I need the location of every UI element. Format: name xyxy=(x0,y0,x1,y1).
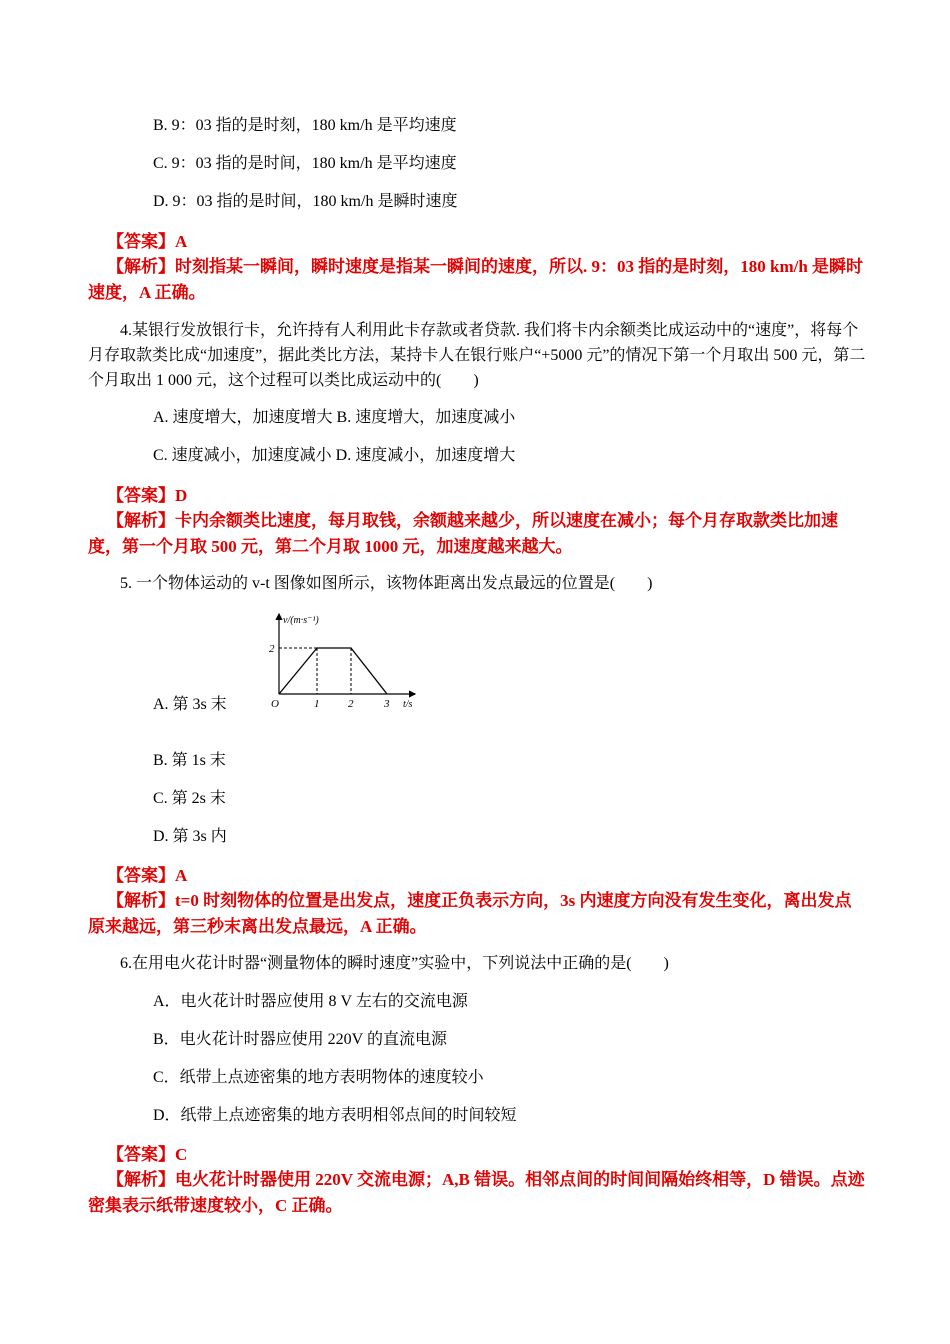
q6-answer: 【答案】C xyxy=(107,1145,188,1164)
q6-option-a: A．电火花计时器应使用 8 V 左右的交流电源 xyxy=(153,993,468,1010)
q3-option-b: B. 9：03 指的是时刻，180 km/h 是平均速度 xyxy=(153,117,457,134)
q4-answer: 【答案】D xyxy=(107,486,188,505)
q5-option-d: D. 第 3s 内 xyxy=(153,828,227,845)
q4-option-ab: A. 速度增大，加速度增大 B. 速度增大，加速度减小 xyxy=(153,409,516,426)
q6-analysis: 【解析】电火花计时器使用 220V 交流电源；A,B 错误。相邻点间的时间间隔始终相等，D 错误。点迹密集表示纸带速度较小，C 正确。 xyxy=(88,1170,865,1215)
q6-stem: 6.在用电火花计时器“测量物体的瞬时速度”实验中，下列说法中正确的是( ) xyxy=(120,955,669,972)
q4-stem: 4.某银行发放银行卡，允许持有人利用此卡存款或者贷款. 我们将卡内余额类比成运动中的“速度”，将每个月存取款类比成“加速度”，据此类比方法，某持卡人在银行账户“+5000 元”的情况下第一个月取出 500 元，第二个月取出 1 000 元，这个过程可以类比成运动中的( ) xyxy=(88,322,866,389)
q5-analysis: 【解析】t=0 时刻物体的位置是出发点，速度正负表示方向，3s 内速度方向没有发生变化，离出发点原来越远，第三秒末离出发点最远，A 正确。 xyxy=(88,891,852,936)
q5-answer: 【答案】A xyxy=(107,866,188,885)
q3-answer: 【答案】A xyxy=(107,232,188,251)
x-tick-2: 2 xyxy=(348,698,354,710)
q3-option-d: D. 9：03 指的是时间，180 km/h 是瞬时速度 xyxy=(153,193,458,210)
vt-graph xyxy=(265,608,425,713)
y-axis-label: v/(m·s⁻¹) xyxy=(283,615,319,626)
q5-stem: 5. 一个物体运动的 v-t 图像如图所示，该物体距离出发点最远的位置是( ) xyxy=(120,575,653,592)
x-tick-3: 3 xyxy=(384,698,390,710)
q3-analysis: 【解析】时刻指某一瞬间，瞬时速度是指某一瞬间的速度，所以. 9：03 指的是时刻，180 km/h 是瞬时速度，A 正确。 xyxy=(88,257,864,302)
q4-option-cd: C. 速度减小，加速度减小 D. 速度减小，加速度增大 xyxy=(153,447,516,464)
x-axis-label: t/s xyxy=(403,699,413,710)
q3-option-c: C. 9：03 指的是时间，180 km/h 是平均速度 xyxy=(153,155,457,172)
y-tick-2: 2 xyxy=(269,643,275,655)
origin-label: O xyxy=(271,698,279,710)
q6-option-d: D．纸带上点迹密集的地方表明相邻点间的时间较短 xyxy=(153,1107,517,1124)
x-tick-1: 1 xyxy=(314,698,320,710)
q6-option-c: C．纸带上点迹密集的地方表明物体的速度较小 xyxy=(153,1069,484,1086)
q5-option-a: A. 第 3s 末 xyxy=(153,696,227,713)
q6-option-b: B．电火花计时器应使用 220V 的直流电源 xyxy=(153,1031,447,1048)
velocity-curve xyxy=(279,648,387,694)
q5-option-c: C. 第 2s 末 xyxy=(153,790,226,807)
q5-option-b: B. 第 1s 末 xyxy=(153,752,226,769)
q4-analysis: 【解析】卡内余额类比速度，每月取钱，余额越来越少，所以速度在减小；每个月存取款类比加速度，第一个月取 500 元，第二个月取 1000 元，加速度越来越大。 xyxy=(88,511,838,556)
